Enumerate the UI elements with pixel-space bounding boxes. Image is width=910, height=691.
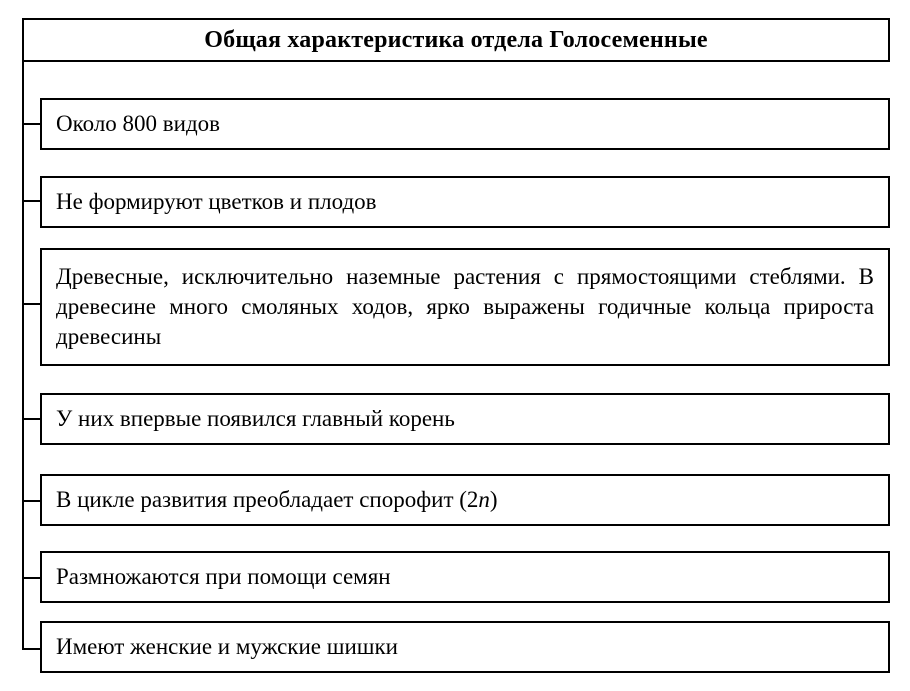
diagram-item-sporophyte-dominant [40,474,890,526]
connector-stub [22,123,40,125]
page-title: Общая характеристика отдела Голосеменные [204,26,708,53]
connector-stub [22,303,40,305]
diagram-item-seed-reproduction [40,551,890,603]
diagram-item-main-root [40,393,890,445]
diagram-item-label: У них впервые появился главный корень [56,406,455,432]
diagram-item-no-flowers-fruits [40,176,890,228]
connector-stub [22,577,40,579]
diagram-item-cones [40,621,890,673]
diagram-item-label: Имеют женские и мужские шишки [56,634,398,660]
diagram-item-label: В цикле развития преобладает спорофит (2n) [56,487,498,513]
connector-stub [22,200,40,202]
diagram-item-label: Не формируют цветков и плодов [56,189,377,215]
diagram-item-label: Размножаются при помощи семян [56,564,391,590]
connector-stub [22,500,40,502]
diagram-item-woody-terrestrial [40,248,890,366]
diagram-item-label: Древесные, исключительно наземные растения с прямостоящими стеблями. В древесине много смоляных ходов, ярко выражены годичные кольца прироста древесины [56,264,874,349]
connector-stub [22,418,40,420]
diagram-item-species-count [40,98,890,150]
diagram-title-box [22,18,890,62]
connector-stub [22,648,40,650]
connector-trunk-line [22,62,24,650]
diagram-item-label: Около 800 видов [56,111,221,137]
